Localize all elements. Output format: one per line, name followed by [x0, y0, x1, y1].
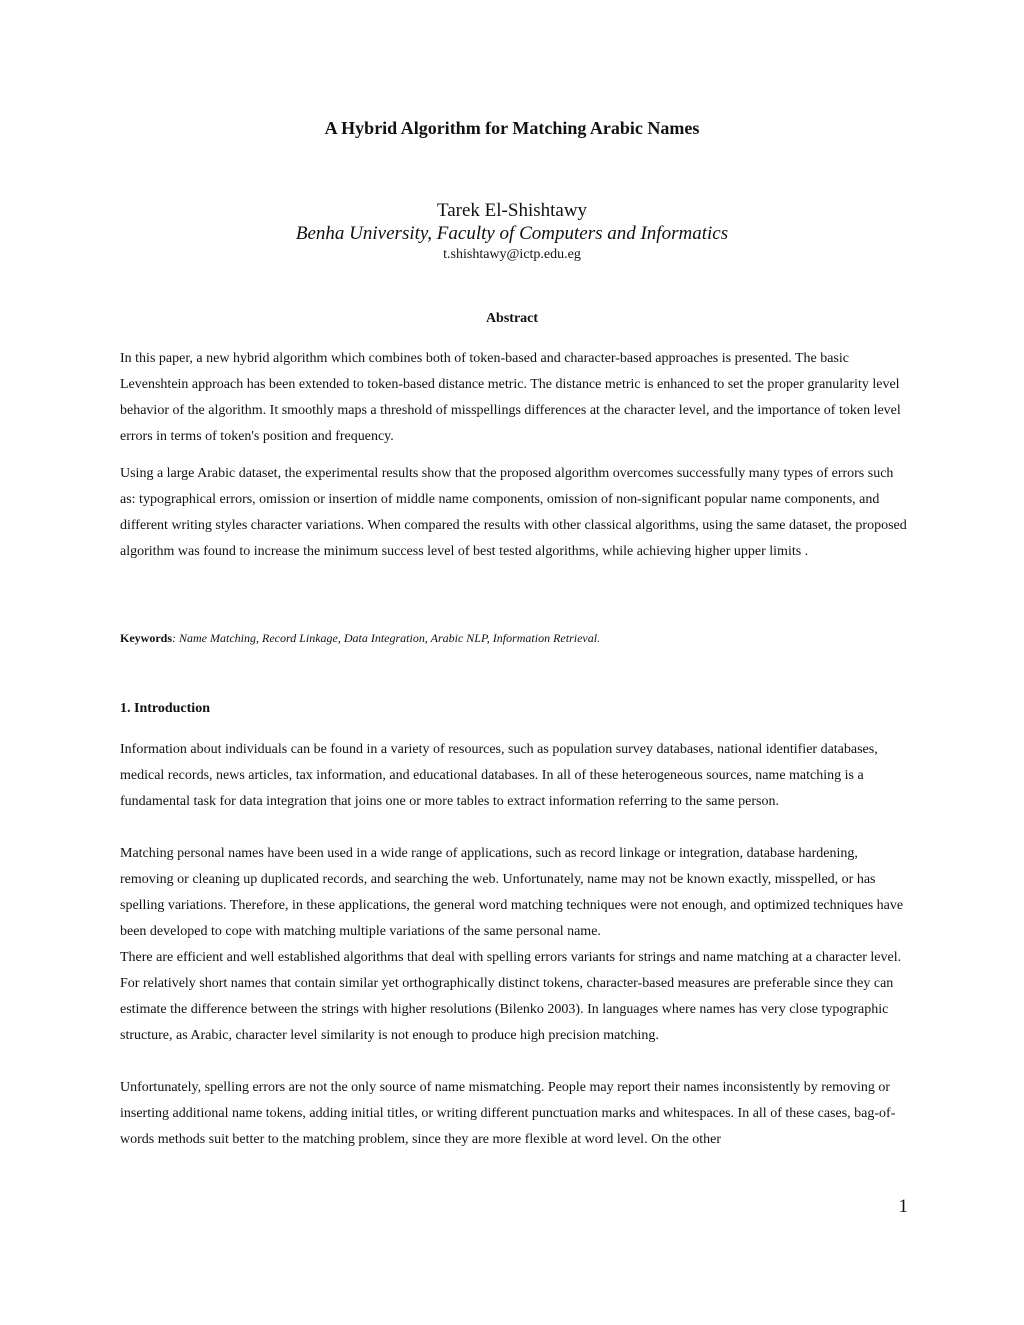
intro-paragraph-4: Unfortunately, spelling errors are not the only source of name mismatching. People may report their names inconsistently by removing or inserting additional name tokens, adding initial titles, or writing different punctuation marks and whitespaces. In all of these cases, bag-of-words methods suit better to the matching problem, since they are more flexible at word level. On the other	[120, 1080, 896, 1147]
intro-paragraph-3: There are efficient and well established algorithms that deal with spelling errors variants for strings and name matching at a character level. For relatively short names that contain similar yet orthographically distinct tokens, character-based measures are preferable since they can estimate the difference between the strings with higher resolutions (Bilenko 2003). In languages where names has very close typographic structure, as Arabic, character level similarity is not enough to produce high precision matching.	[120, 950, 902, 1043]
intro-paragraph-1: Information about individuals can be found in a variety of resources, such as population survey databases, national identifier databases, medical records, news articles, tax information, and educational databases. In all of these heterogeneous sources, name matching is a fundamental task for data integration that joins one or more tables to extract information referring to the same person.	[120, 742, 878, 809]
author-email[interactable]: t.shishtawy@ictp.edu.eg	[443, 247, 581, 262]
keywords-line	[120, 631, 910, 646]
page-number: 1	[898, 1196, 908, 1217]
paper-title: A Hybrid Algorithm for Matching Arabic Names	[324, 118, 700, 138]
introduction-heading: 1. Introduction	[120, 701, 210, 716]
author-affiliation: Benha University, Faculty of Computers and Informatics	[295, 223, 729, 244]
abstract-heading: Abstract	[485, 311, 539, 326]
keywords-text: : Name Matching, Record Linkage, Data Integration, Arabic NLP, Information Retrieval.	[172, 631, 601, 645]
author-name: Tarek El-Shishtawy	[436, 200, 588, 221]
abstract-paragraph-1: In this paper, a new hybrid algorithm which combines both of token-based and character-based approaches is presented. The basic Levenshtein approach has been extended to token-based distance metric. The distance metric is enhanced to set the proper granularity level behavior of the algorithm. It smoothly maps a threshold of misspellings differences at the character level, and the importance of token level errors in terms of token's position and frequency.	[120, 351, 901, 444]
abstract-paragraph-2: Using a large Arabic dataset, the experimental results show that the proposed algorithm overcomes successfully many types of errors such as: typographical errors, omission or insertion of middle name components, omission of non-significant popular name components, and different writing styles character variations. When compared the results with other classical algorithms, using the same dataset, the proposed algorithm was found to increase the minimum success level of best tested algorithms, while achieving higher upper limits .	[120, 466, 907, 559]
intro-paragraph-2: Matching personal names have been used in a wide range of applications, such as record linkage or integration, database hardening, removing or cleaning up duplicated records, and searching the web. Unfortunately, name may not be known exactly, misspelled, or has spelling variations. Therefore, in these applications, the general word matching techniques were not enough, and optimized techniques have been developed to cope with matching multiple variations of the same personal name.	[120, 846, 904, 939]
keywords-label: Keywords	[120, 631, 172, 645]
